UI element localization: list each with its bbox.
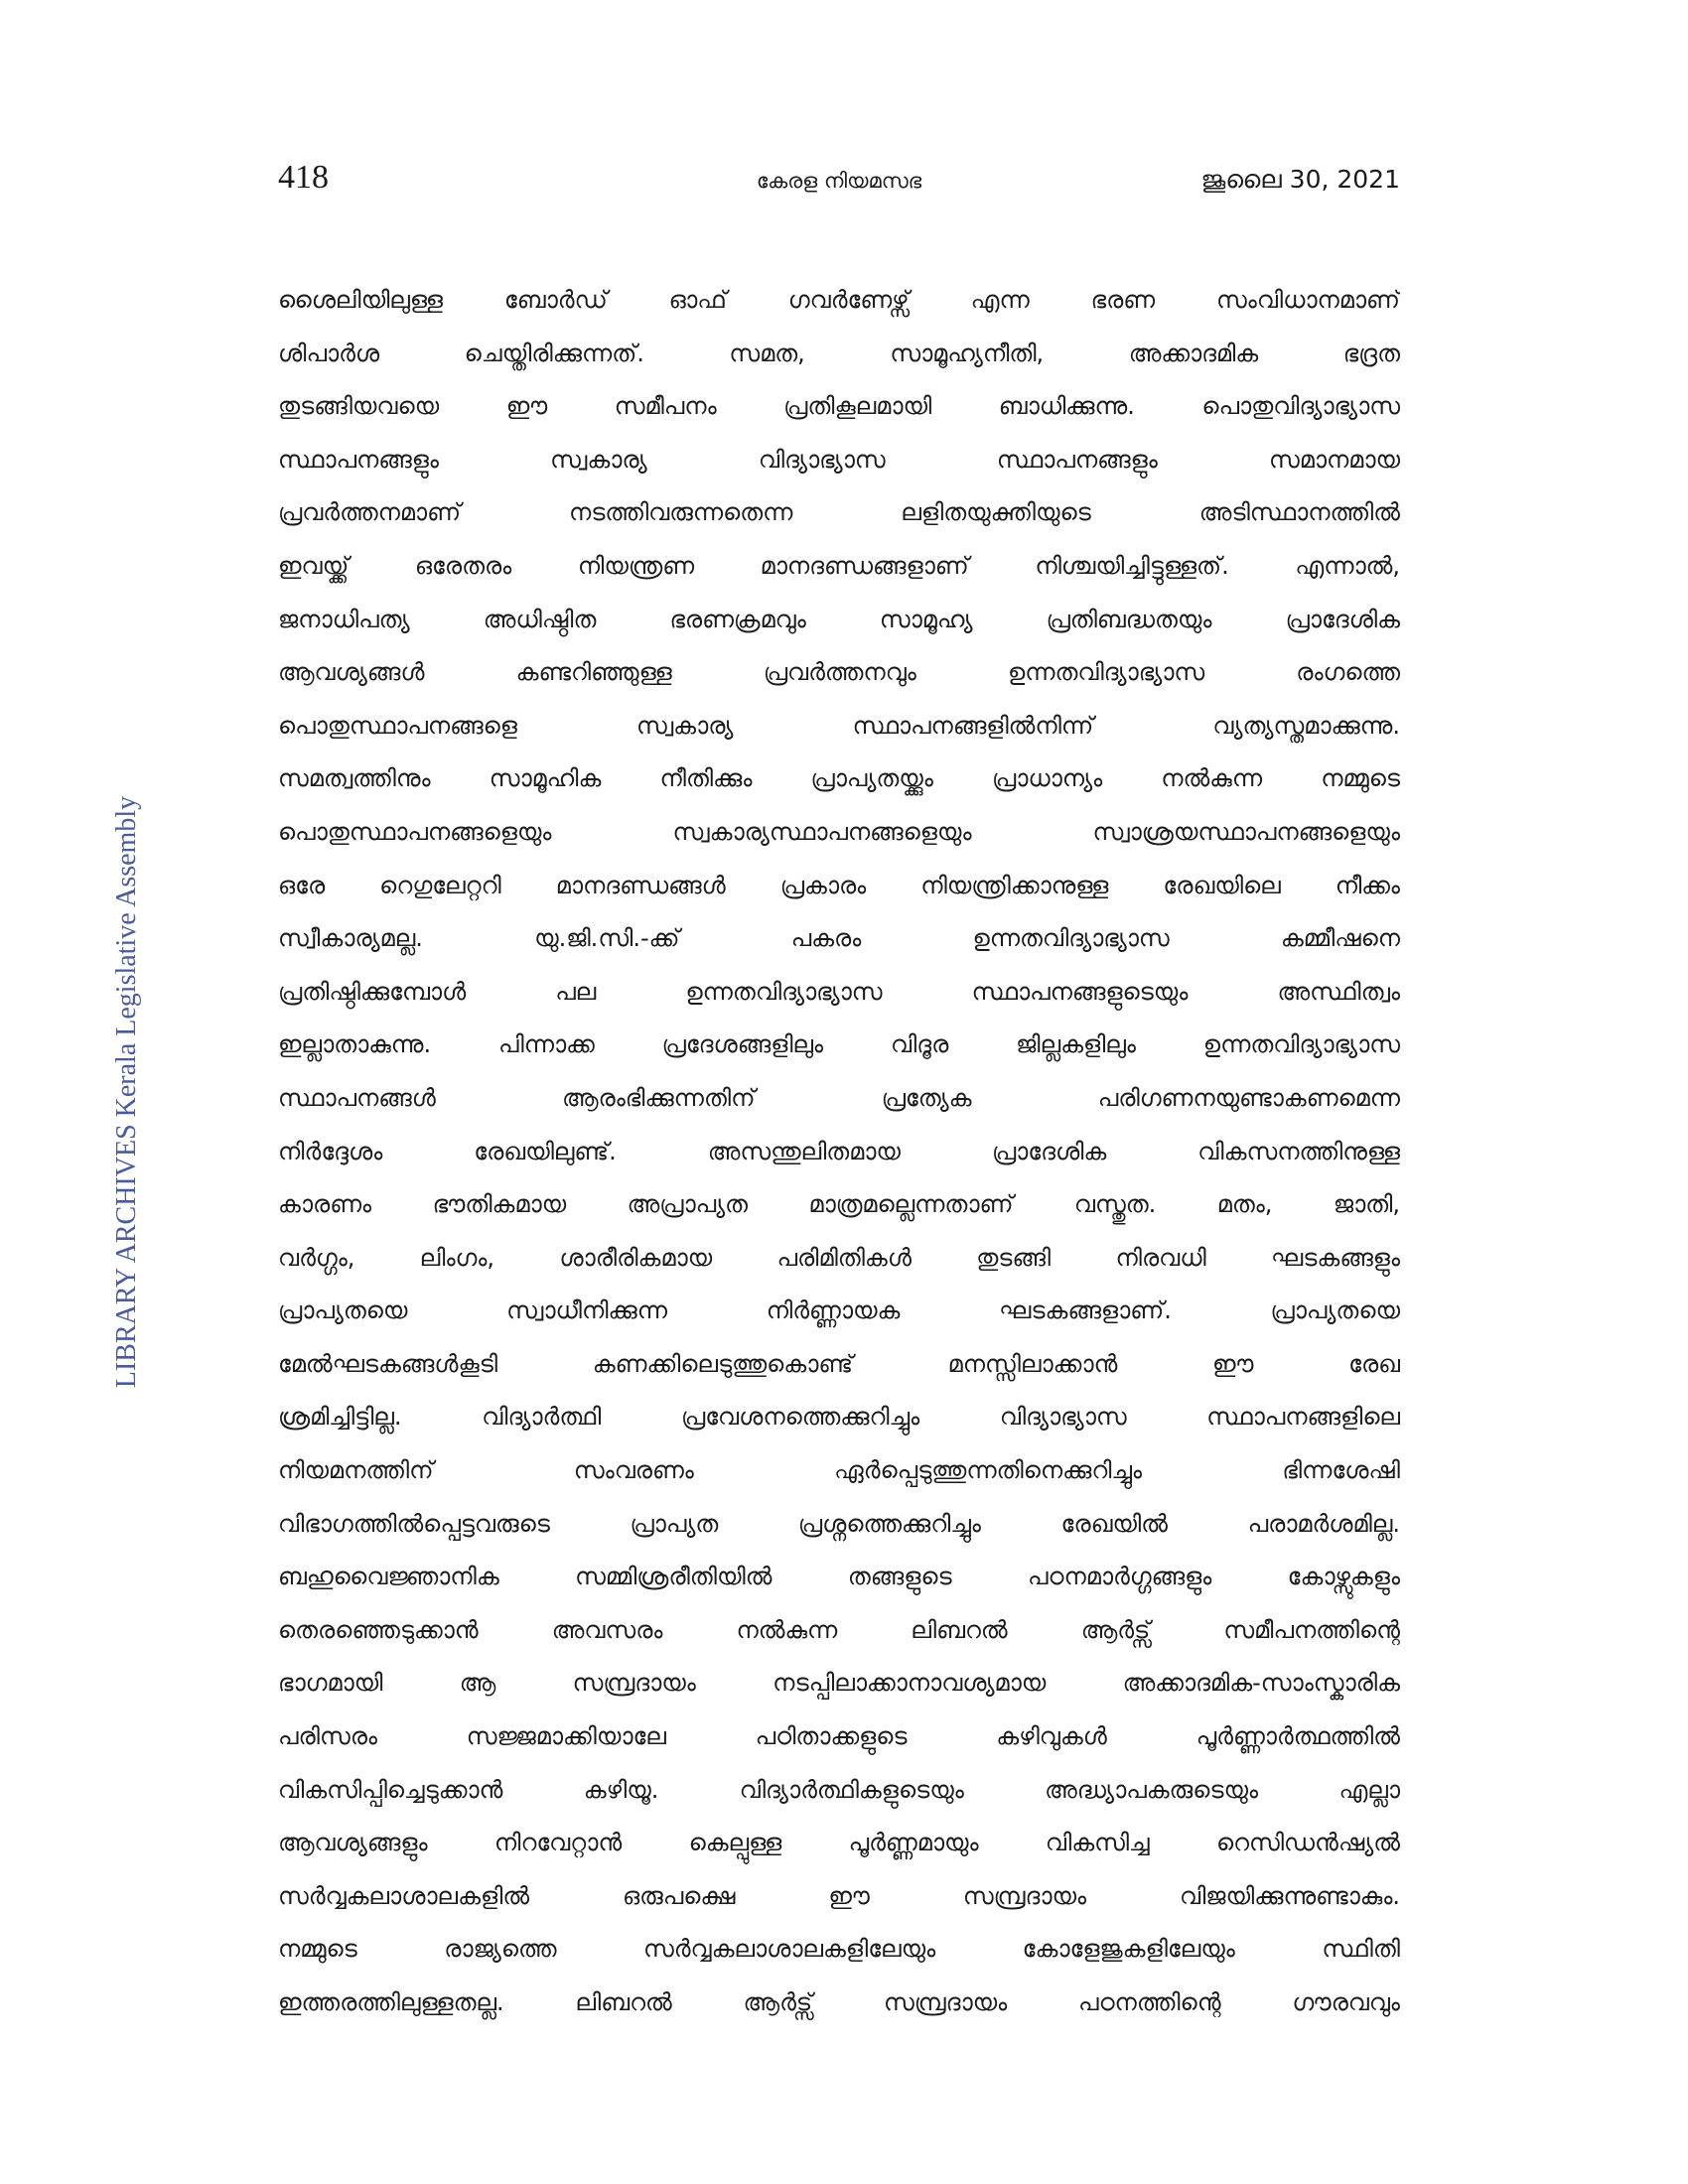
text-line: ജനാധിപത്യ അധിഷ്ഠിത ഭരണക്രമവും സാമൂഹ്യ പ്രതിബദ്ധതയും പ്രാദേശിക	[278, 605, 1400, 633]
text-line: ഇല്ലാതാകുന്നു. പിന്നാക്ക പ്രദേശങ്ങളിലും വിദൂര ജില്ലകളിലും ഉന്നതവിദ്യാഭ്യാസ	[278, 1030, 1400, 1059]
text-line: ഭാഗമായി ആ സമ്പ്രദായം നടപ്പിലാക്കാനാവശ്യമായ അക്കാദമിക-സാംസ്കാരിക	[278, 1669, 1400, 1698]
text-line: വിഭാഗത്തിൽപ്പെട്ടവരുടെ പ്രാപ്യത പ്രശ്നത്തെക്കുറിച്ചും രേഖയിൽ പരാമർശമില്ല.	[278, 1509, 1400, 1538]
text-line: ശ്രമിച്ചിട്ടില്ല. വിദ്യാർത്ഥി പ്രവേശനത്തെക്കുറിച്ചും വിദ്യാഭ്യാസ സ്ഥാപനങ്ങളിലെ	[278, 1403, 1400, 1432]
text-line: ശിപാർശ ചെയ്തിരിക്കുന്നത്. സമത, സാമൂഹ്യനീതി, അക്കാദമിക ഭദ്രത	[278, 339, 1400, 367]
text-line: പ്രാപ്യതയെ സ്വാധീനിക്കുന്ന നിർണ്ണായക ഘടകങ്ങളാണ്. പ്രാപ്യതയെ	[278, 1297, 1400, 1325]
text-line: പരിസരം സജ്ജമാക്കിയാലേ പഠിതാക്കളുടെ കഴിവുകൾ പൂർണ്ണാർത്ഥത്തിൽ	[278, 1722, 1400, 1751]
text-line: വികസിപ്പിച്ചെടുക്കാൻ കഴിയൂ. വിദ്യാർത്ഥികളുടെയും അദ്ധ്യാപകരുടെയും എല്ലാ	[278, 1775, 1400, 1804]
text-line: സമത്വത്തിനും സാമൂഹിക നീതിക്കും പ്രാപ്യതയ്ക്കും പ്രാധാന്യം നൽകുന്ന നമ്മുടെ	[278, 764, 1400, 793]
text-line: പ്രതിഷ്ഠിക്കുമ്പോൾ പല ഉന്നതവിദ്യാഭ്യാസ സ്ഥാപനങ്ങളുടെയും അസ്ഥിത്വം	[278, 977, 1400, 1006]
text-line: സ്വീകാര്യമല്ല. യു.ജി.സി.-ക്ക് പകരം ഉന്നതവിദ്യാഭ്യാസ കമ്മീഷനെ	[278, 924, 1400, 953]
text-line: സ്ഥാപനങ്ങൾ ആരംഭിക്കുന്നതിന് പ്രത്യേക പരിഗണനയുണ്ടാകണമെന്ന	[278, 1083, 1400, 1112]
page-number: 418	[278, 159, 329, 196]
text-line: പൊതുസ്ഥാപനങ്ങളെ സ്വകാര്യ സ്ഥാപനങ്ങളിൽനിന്ന് വ്യത്യസ്തമാക്കുന്നു.	[278, 711, 1400, 740]
text-line: തുടങ്ങിയവയെ ഈ സമീപനം പ്രതികൂലമായി ബാധിക്കുന്നു. പൊതുവിദ്യാഭ്യാസ	[278, 392, 1400, 421]
text-line: സ്ഥാപനങ്ങളും സ്വകാര്യ വിദ്യാഭ്യാസ സ്ഥാപനങ്ങളും സമാനമായ	[278, 445, 1400, 474]
text-line: വർഗ്ഗം, ലിംഗം, ശാരീരികമായ പരിമിതികൾ തുടങ്ങി നിരവധി ഘടകങ്ങളും	[278, 1243, 1400, 1272]
text-line: മേൽഘടകങ്ങൾകൂടി കണക്കിലെടുത്തുകൊണ്ട് മനസ്സിലാക്കാൻ ഈ രേഖ	[278, 1349, 1400, 1378]
page-date: ജൂലൈ 30, 2021	[1200, 165, 1400, 194]
text-line: ഇത്തരത്തിലുള്ളതല്ല. ലിബറൽ ആർട്സ് സമ്പ്രദായം പഠനത്തിന്റെ ഗൗരവവും	[278, 1988, 1400, 2016]
text-line: ആവശ്യങ്ങൾ കണ്ടറിഞ്ഞുള്ള പ്രവർത്തനവും ഉന്നതവിദ്യാഭ്യാസ രംഗത്തെ	[278, 658, 1400, 687]
text-line: ശൈലിയിലുള്ള ബോർഡ് ഓഫ് ഗവർണേഴ്സ് എന്ന ഭരണ സംവിധാനമാണ്	[278, 286, 1400, 314]
text-line: നിർദ്ദേശം രേഖയിലുണ്ട്. അസന്തുലിതമായ പ്രാദേശിക വികസനത്തിനുള്ള	[278, 1137, 1400, 1165]
running-title: കേരള നിയമസഭ	[756, 169, 922, 193]
page-header	[278, 159, 1400, 208]
text-line: സർവ്വകലാശാലകളിൽ ഒരുപക്ഷെ ഈ സമ്പ്രദായം വിജയിക്കുന്നുണ്ടാകും.	[278, 1881, 1400, 1910]
text-line: നിയമനത്തിന് സംവരണം ഏർപ്പെടുത്തുന്നതിനെക്കുറിച്ചും ഭിന്നശേഷി	[278, 1456, 1400, 1485]
text-line: ഒരേ റെഗുലേറ്ററി മാനദണ്ഡങ്ങൾ പ്രകാരം നിയന്ത്രിക്കാനുള്ള രേഖയിലെ നീക്കം	[278, 871, 1400, 899]
text-line: പൊതുസ്ഥാപനങ്ങളെയും സ്വകാര്യസ്ഥാപനങ്ങളെയും സ്വാശ്രയസ്ഥാപനങ്ങളെയും	[278, 817, 1400, 846]
text-line: നമ്മുടെ രാജ്യത്തെ സർവ്വകലാശാലകളിലേയും കോളേജുകളിലേയും സ്ഥിതി	[278, 1935, 1400, 1964]
text-line: ബഹുവൈജ്ഞാനിക സമ്മിശ്രരീതിയിൽ തങ്ങളുടെ പഠനമാർഗ്ഗങ്ങളും കോഴ്സുകളും	[278, 1563, 1400, 1591]
body-text	[278, 274, 1400, 2030]
text-line: ആവശ്യങ്ങളും നിറവേറ്റാൻ കെല്പുള്ള പൂർണ്ണമായും വികസിച്ച റെസിഡൻഷ്യൽ	[278, 1829, 1400, 1857]
text-line: കാരണം ഭൗതികമായ അപ്രാപ്യത മാത്രമല്ലെന്നതാണ് വസ്തുത. മതം, ജാതി,	[278, 1190, 1400, 1219]
text-line: തെരഞ്ഞെടുക്കാൻ അവസരം നൽകുന്ന ലിബറൽ ആർട്സ് സമീപനത്തിന്റെ	[278, 1615, 1400, 1644]
text-line: ഇവയ്ക്ക് ഒരേതരം നിയന്ത്രണ മാനദണ്ഡങ്ങളാണ് നിശ്ചയിച്ചിട്ടുള്ളത്. എന്നാൽ,	[278, 551, 1400, 580]
text-line: പ്രവർത്തനമാണ് നടത്തിവരുന്നതെന്ന ലളിതയുക്തിയുടെ അടിസ്ഥാനത്തിൽ	[278, 498, 1400, 527]
archive-stamp: LIBRARY ARCHIVES Kerala Legislative Assembly	[111, 795, 142, 1389]
